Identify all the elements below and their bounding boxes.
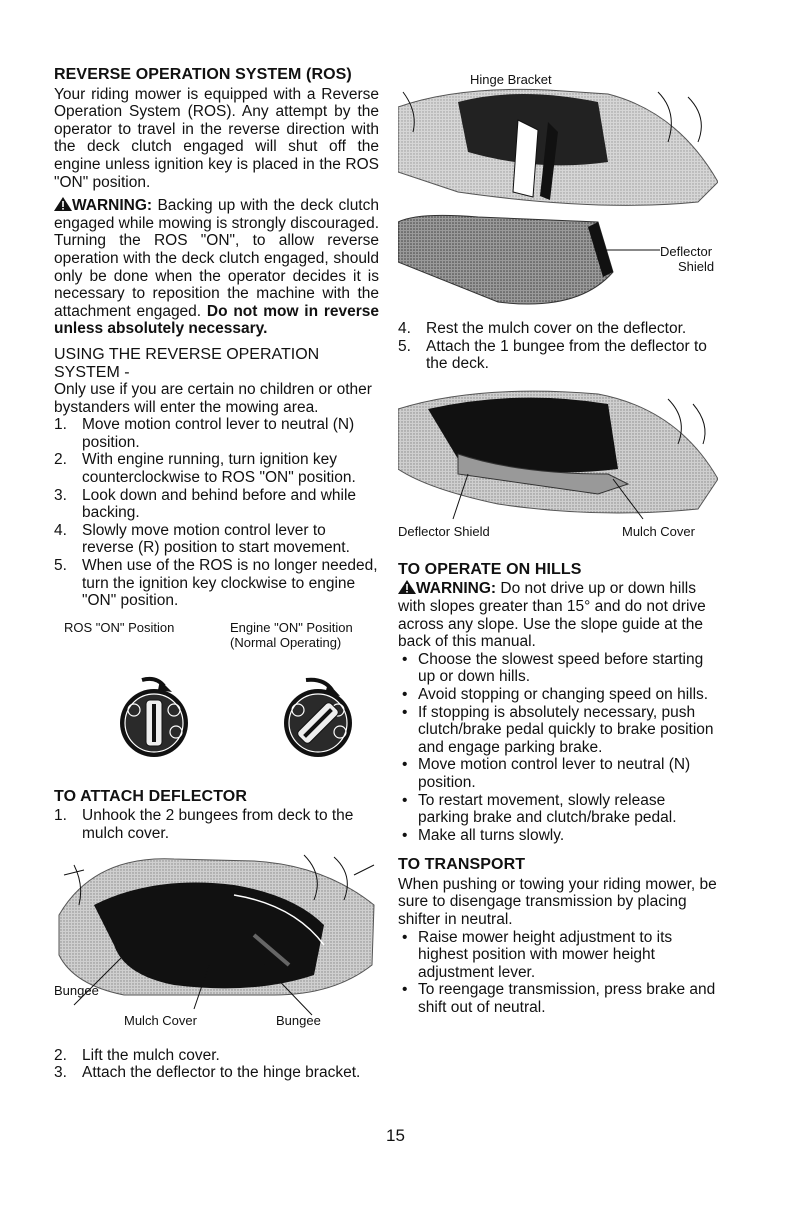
deflector-figure: [398, 72, 718, 320]
using-heading: USING THE REVERSE OPERATION SYSTEM -: [54, 345, 320, 381]
ros-intro: Your riding mower is equipped with a Reverse Operation System (ROS). Any attempt by the operator to travel in the reverse direction with the deck clutch engaged will shut off the engine unless ignition key is placed in the ROS "ON" position.: [54, 85, 379, 191]
using-intro: Only use if you are certain no children or other bystanders will enter the mowing area.: [54, 381, 372, 416]
deflector-label-1: Deflector: [660, 244, 713, 259]
attach-step-1: [54, 807, 379, 842]
warning-bold-text: Do not mow in reverse unless absolutely necessary.: [54, 302, 379, 338]
list-item: 4. Rest the mulch cover on the deflector.: [398, 320, 687, 337]
ros-warning: [54, 197, 379, 338]
attach-steps-2-3: [54, 1047, 379, 1082]
deflector-shield-illustration: [398, 379, 718, 547]
list-item: 2. With engine running, turn ignition key counterclockwise to ROS "ON" position.: [54, 451, 356, 487]
list-item: • Choose the slowest speed before starting up or down hills.: [402, 650, 704, 686]
warning-label: WARNING:: [416, 580, 497, 598]
list-item: 5. When use of the ROS is no longer needed, turn the ignition key clockwise to engine "ON" position.: [54, 557, 378, 610]
ignition-key-figure: [54, 620, 379, 780]
mulch-cover-figure: [54, 845, 379, 1029]
mower-deck-illustration: [54, 845, 379, 1029]
normal-operating-caption: (Normal Operating): [230, 634, 342, 650]
mulch-cover-label: Mulch Cover: [124, 1012, 197, 1028]
bungee-left-label: Bungee: [54, 982, 99, 998]
warning-text: Backing up with the deck clutch engaged while mowing is strongly discouraged. Turning the ROS "ON", to allow reverse operation with the deck clutch engaged, should only be done when the operator decides it is necessary to reposition the machine with the attachment engaged.: [54, 197, 379, 320]
list-item: 1. Unhook the 2 bungees from deck to the mulch cover.: [54, 807, 354, 842]
page-number: 15: [386, 1126, 405, 1145]
ros-heading: REVERSE OPERATION SYSTEM (ROS): [54, 66, 352, 83]
warning-icon: [398, 580, 416, 594]
using-steps: [54, 416, 379, 610]
deflector-label-2: Shield: [678, 259, 715, 274]
list-item: • To restart movement, slowly release parking brake and clutch/brake pedal.: [402, 791, 677, 827]
list-item: • Avoid stopping or changing speed on hills.: [402, 685, 709, 703]
transport-bullets: [398, 929, 718, 1017]
transport-heading: TO TRANSPORT: [398, 856, 526, 874]
hills-heading: TO OPERATE ON HILLS: [398, 560, 582, 578]
mulch-cover-label-2: Mulch Cover: [622, 523, 695, 539]
deflector-shield-figure: [398, 379, 718, 547]
deflector-illustration: [398, 72, 718, 320]
transport-intro: When pushing or towing your riding mower, be sure to disengage transmission by placing shifter in neutral.: [398, 875, 717, 929]
ignition-key-icon: [54, 620, 379, 780]
deflector-shield-label: Deflector Shield: [398, 523, 490, 539]
right-column: [398, 66, 718, 1017]
list-item: 1. Move motion control lever to neutral (N) position.: [54, 416, 355, 451]
list-item: • Move motion control lever to neutral (N) position.: [402, 756, 691, 791]
list-item: 2. Lift the mulch cover.: [54, 1046, 220, 1064]
hills-warning: [398, 580, 718, 650]
list-item: • If stopping is absolutely necessary, push clutch/brake pedal quickly to brake position and engage parking brake.: [402, 703, 714, 756]
warning-icon: [54, 197, 72, 211]
engine-on-caption: Engine "ON" Position: [230, 619, 353, 635]
ros-on-caption: ROS "ON" Position: [64, 619, 175, 635]
list-item: 4. Slowly move motion control lever to reverse (R) position to start movement.: [54, 521, 350, 557]
warning-label: WARNING:: [72, 197, 153, 215]
list-item: 3. Attach the deflector to the hinge bracket.: [54, 1064, 361, 1082]
bungee-right-label: Bungee: [276, 1012, 321, 1028]
left-column: [54, 66, 379, 1082]
list-item: • Raise mower height adjustment to its highest position with mower height adjustment lever.: [402, 928, 673, 981]
attach-heading: TO ATTACH DEFLECTOR: [54, 787, 248, 805]
list-item: • Make all turns slowly.: [402, 826, 565, 844]
list-item: 5. Attach the 1 bungee from the deflector to the deck.: [398, 337, 707, 373]
deflector-steps: [398, 320, 718, 373]
hills-warning-text: Do not drive up or down hills with slopes greater than 15° and do not drive across any slope. Use the slope guide at the back of this manual.: [398, 580, 706, 651]
list-item: 3. Look down and behind before and while backing.: [54, 486, 357, 522]
hills-bullets: [398, 651, 718, 845]
hinge-bracket-label: Hinge Bracket: [470, 72, 552, 87]
list-item: • To reengage transmission, press brake and shift out of neutral.: [402, 981, 716, 1017]
